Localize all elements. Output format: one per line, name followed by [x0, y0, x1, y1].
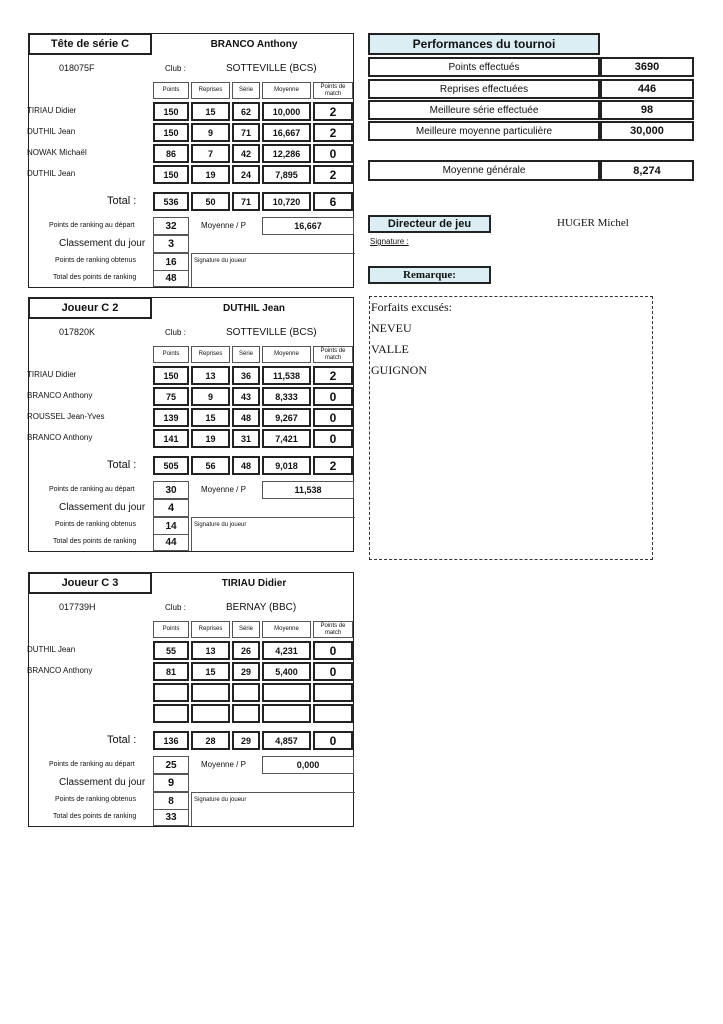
match-pm: 0 [313, 387, 353, 406]
remarque-line: VALLE [371, 342, 409, 356]
total-moyenne: 4,857 [262, 731, 311, 750]
match-points: 150 [153, 123, 189, 142]
col-header: Moyenne [262, 346, 311, 363]
moyenne-p-value: 0,000 [262, 756, 354, 774]
club-name: BERNAY (BBC) [226, 602, 297, 613]
perf-label: Meilleure moyenne particulière [368, 121, 600, 141]
directeur-label: Directeur de jeu [368, 215, 491, 233]
directeur-signature-label: Signature : [370, 237, 409, 246]
match-reprises: 19 [191, 429, 230, 448]
player-block [28, 297, 354, 552]
total-reprises: 50 [191, 192, 230, 211]
classement-label: Classement du jour [59, 502, 146, 513]
match-serie: 48 [232, 408, 260, 427]
moyenne-p-value: 16,667 [262, 217, 354, 235]
match-serie: 62 [232, 102, 260, 121]
signature-label: Signature du joueur [194, 258, 247, 264]
club-label: Club : [165, 328, 186, 337]
club-label: Club : [165, 64, 186, 73]
match-moyenne: 8,333 [262, 387, 311, 406]
perf-label: Points effectués [368, 57, 600, 77]
player-block [28, 33, 354, 288]
rank-obtained-value: 16 [153, 253, 189, 271]
total-label: Total : [107, 459, 137, 471]
perf-value: 446 [600, 79, 694, 99]
match-moyenne: 10,000 [262, 102, 311, 121]
player-title: Joueur C 2 [28, 297, 152, 319]
player-title: Tête de série C [28, 33, 152, 55]
col-header: Points de match [313, 82, 353, 99]
club-name: SOTTEVILLE (BCS) [226, 327, 317, 338]
col-header: Points de match [313, 621, 353, 638]
opponent-name: NOWAK Michaël [27, 148, 87, 157]
col-header: Série [232, 621, 260, 638]
total-label: Total : [107, 734, 137, 746]
match-serie: 24 [232, 165, 260, 184]
license-number: 018075F [59, 63, 95, 73]
match-reprises [191, 683, 230, 702]
rank-total-label: Total des points de ranking [53, 538, 137, 545]
match-points: 86 [153, 144, 189, 163]
match-points: 141 [153, 429, 189, 448]
match-reprises: 15 [191, 102, 230, 121]
match-serie: 29 [232, 662, 260, 681]
signature-label: Signature du joueur [194, 797, 247, 803]
total-serie: 48 [232, 456, 260, 475]
rank-total-label: Total des points de ranking [53, 274, 137, 281]
total-moyenne: 10,720 [262, 192, 311, 211]
col-header: Reprises [191, 621, 230, 638]
col-header: Moyenne [262, 82, 311, 99]
rank-start-value: 25 [153, 756, 189, 774]
opponent-name: TIRIAU Didier [27, 106, 77, 115]
rank-total-value: 44 [153, 534, 189, 551]
match-pm: 0 [313, 144, 353, 163]
license-number: 017739H [59, 602, 96, 612]
match-reprises: 9 [191, 387, 230, 406]
player-title: Joueur C 3 [28, 572, 152, 594]
match-moyenne: 7,895 [262, 165, 311, 184]
match-points: 75 [153, 387, 189, 406]
rank-obtained-value: 8 [153, 792, 189, 810]
match-points: 150 [153, 102, 189, 121]
classement-value: 9 [153, 774, 189, 792]
match-moyenne: 5,400 [262, 662, 311, 681]
col-header: Points de match [313, 346, 353, 363]
performances-panel [368, 33, 694, 143]
player-name: DUTHIL Jean [222, 302, 286, 314]
match-serie: 42 [232, 144, 260, 163]
total-label: Total : [107, 195, 137, 207]
match-points: 55 [153, 641, 189, 660]
opponent-name: TIRIAU Didier [27, 370, 77, 379]
total-pm: 2 [313, 456, 353, 475]
match-serie: 31 [232, 429, 260, 448]
moyenne-p-label: Moyenne / P [201, 760, 246, 769]
rank-start-label: Points de ranking au départ [49, 486, 135, 493]
col-header: Points [153, 621, 189, 638]
match-reprises: 9 [191, 123, 230, 142]
col-header: Points [153, 346, 189, 363]
match-serie [232, 704, 260, 723]
match-points [153, 683, 189, 702]
general-average-label: Moyenne générale [368, 160, 600, 181]
match-moyenne: 11,538 [262, 366, 311, 385]
classement-value: 3 [153, 235, 189, 253]
rank-start-value: 30 [153, 481, 189, 499]
match-moyenne: 7,421 [262, 429, 311, 448]
opponent-name: BRANCO Anthony [27, 433, 93, 442]
match-pm: 0 [313, 408, 353, 427]
match-reprises: 7 [191, 144, 230, 163]
player-name: TIRIAU Didier [221, 577, 287, 589]
match-reprises: 15 [191, 408, 230, 427]
player-name: BRANCO Anthony [210, 38, 298, 50]
classement-label: Classement du jour [59, 238, 146, 249]
match-serie: 43 [232, 387, 260, 406]
rank-total-value: 48 [153, 270, 189, 287]
total-pm: 0 [313, 731, 353, 750]
col-header: Reprises [191, 82, 230, 99]
classement-label: Classement du jour [59, 777, 146, 788]
remarque-line: GUIGNON [371, 363, 427, 377]
player-block [28, 572, 354, 827]
match-moyenne: 9,267 [262, 408, 311, 427]
total-moyenne: 9,018 [262, 456, 311, 475]
license-number: 017820K [59, 327, 96, 337]
total-serie: 29 [232, 731, 260, 750]
match-moyenne: 4,231 [262, 641, 311, 660]
match-pm: 0 [313, 662, 353, 681]
classement-value: 4 [153, 499, 189, 517]
match-points [153, 704, 189, 723]
total-reprises: 28 [191, 731, 230, 750]
club-name: SOTTEVILLE (BCS) [226, 63, 317, 74]
signature-box [191, 792, 355, 826]
match-serie [232, 683, 260, 702]
opponent-name: DUTHIL Jean [27, 645, 76, 654]
signature-label: Signature du joueur [194, 522, 247, 528]
total-points: 536 [153, 192, 189, 211]
opponent-name: BRANCO Anthony [27, 666, 93, 675]
rank-obtained-label: Points de ranking obtenus [55, 521, 136, 528]
match-serie: 36 [232, 366, 260, 385]
match-moyenne: 12,286 [262, 144, 311, 163]
match-pm: 0 [313, 429, 353, 448]
opponent-name: BRANCO Anthony [27, 391, 93, 400]
match-moyenne: 16,667 [262, 123, 311, 142]
opponent-name: DUTHIL Jean [27, 169, 76, 178]
rank-start-label: Points de ranking au départ [49, 222, 135, 229]
col-header: Reprises [191, 346, 230, 363]
remarque-box [369, 296, 653, 560]
col-header: Moyenne [262, 621, 311, 638]
rank-start-value: 32 [153, 217, 189, 235]
match-pm: 0 [313, 641, 353, 660]
col-header: Série [232, 346, 260, 363]
total-points: 136 [153, 731, 189, 750]
match-reprises [191, 704, 230, 723]
col-header: Points [153, 82, 189, 99]
match-pm: 2 [313, 366, 353, 385]
perf-value: 30,000 [600, 121, 694, 141]
club-label: Club : [165, 603, 186, 612]
moyenne-p-label: Moyenne / P [201, 485, 246, 494]
match-points: 81 [153, 662, 189, 681]
match-points: 150 [153, 366, 189, 385]
match-pm: 2 [313, 123, 353, 142]
match-reprises: 19 [191, 165, 230, 184]
total-serie: 71 [232, 192, 260, 211]
remarque-label: Remarque: [368, 266, 491, 284]
signature-box [191, 253, 355, 287]
match-points: 139 [153, 408, 189, 427]
remarque-line: Forfaits excusés: [371, 300, 452, 314]
perf-value: 3690 [600, 57, 694, 77]
match-pm: 2 [313, 165, 353, 184]
col-header: Série [232, 82, 260, 99]
moyenne-p-label: Moyenne / P [201, 221, 246, 230]
remarque-line: NEVEU [371, 321, 412, 335]
performances-title: Performances du tournoi [368, 33, 600, 55]
match-points: 150 [153, 165, 189, 184]
total-reprises: 56 [191, 456, 230, 475]
opponent-name: ROUSSEL Jean-Yves [27, 412, 105, 421]
perf-label: Reprises effectuées [368, 79, 600, 99]
match-serie: 26 [232, 641, 260, 660]
match-pm [313, 704, 353, 723]
general-average-value: 8,274 [600, 160, 694, 181]
match-pm [313, 683, 353, 702]
match-reprises: 15 [191, 662, 230, 681]
rank-obtained-label: Points de ranking obtenus [55, 796, 136, 803]
match-serie: 71 [232, 123, 260, 142]
perf-label: Meilleure série effectuée [368, 100, 600, 120]
match-pm: 2 [313, 102, 353, 121]
rank-total-label: Total des points de ranking [53, 813, 137, 820]
rank-obtained-value: 14 [153, 517, 189, 535]
match-reprises: 13 [191, 366, 230, 385]
perf-value: 98 [600, 100, 694, 120]
opponent-name: DUTHIL Jean [27, 127, 76, 136]
moyenne-p-value: 11,538 [262, 481, 354, 499]
total-pm: 6 [313, 192, 353, 211]
rank-start-label: Points de ranking au départ [49, 761, 135, 768]
match-moyenne [262, 683, 311, 702]
directeur-name: HUGER Michel [557, 217, 629, 229]
match-moyenne [262, 704, 311, 723]
total-points: 505 [153, 456, 189, 475]
rank-obtained-label: Points de ranking obtenus [55, 257, 136, 264]
signature-box [191, 517, 355, 551]
rank-total-value: 33 [153, 809, 189, 826]
match-reprises: 13 [191, 641, 230, 660]
